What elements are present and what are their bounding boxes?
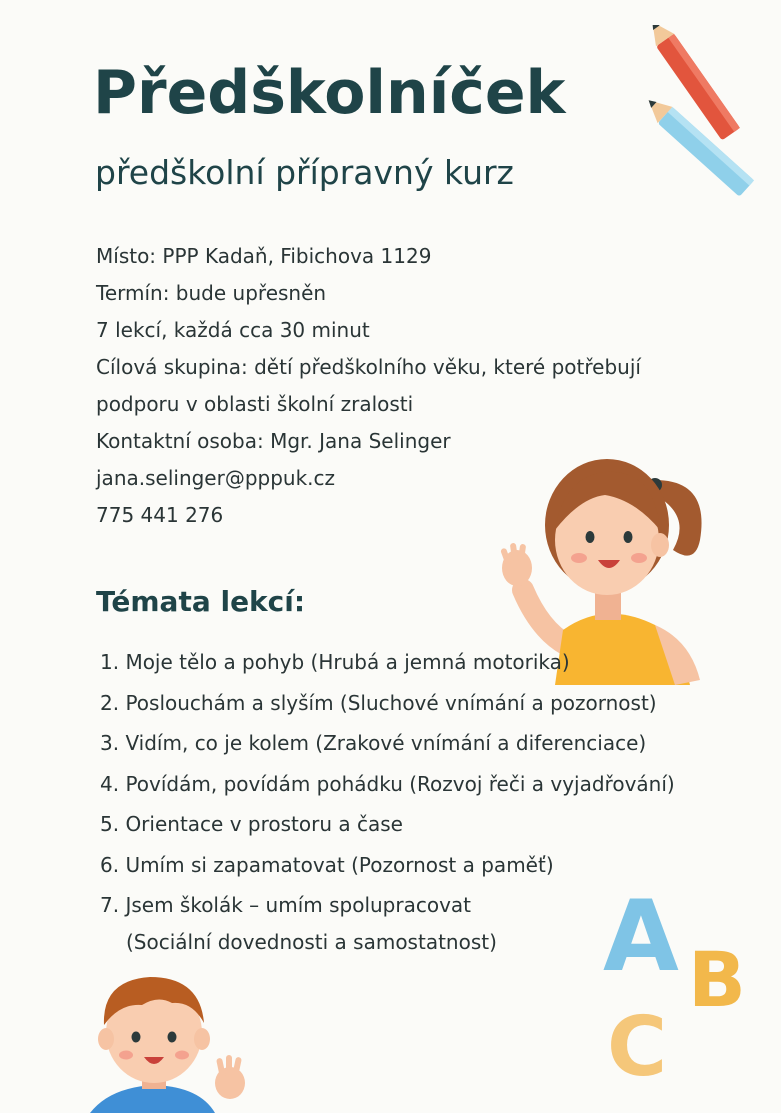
pencils-illustration <box>640 25 770 215</box>
info-phone: 775 441 276 <box>96 503 224 527</box>
topics-heading: Témata lekcí: <box>96 585 306 618</box>
letter-a: A <box>603 880 679 994</box>
info-target-line2: podporu v oblasti školní zralosti <box>96 392 414 416</box>
topic-item-4: 4. Povídám, povídám pohádku (Rozvoj řeči a vyjadřování) <box>100 771 675 796</box>
topic-item-1: 1. Moje tělo a pohyb (Hrubá a jemná motorika) <box>100 650 570 674</box>
page-title: Předškolníček <box>93 58 566 128</box>
info-lessons: 7 lekcí, každá cca 30 minut <box>96 318 370 342</box>
blue-pencil-icon <box>641 92 754 197</box>
topic-item-2: 2. Poslouchám a slyším (Sluchové vnímání a pozornost) <box>100 690 657 715</box>
info-target-line1: Cílová skupina: dětí předškolního věku, které potřebují <box>96 355 641 379</box>
topic-item-6: 6. Umím si zapamatovat (Pozornost a paměť) <box>100 852 554 877</box>
boy-illustration <box>80 965 260 1113</box>
info-contact: Kontaktní osoba: Mgr. Jana Selinger <box>96 429 451 453</box>
topics-list <box>100 642 675 958</box>
page-subtitle: předškolní přípravný kurz <box>95 153 514 192</box>
topic-item-5: 5. Orientace v prostoru a čase <box>100 812 403 836</box>
topic-item-7-continuation: (Sociální dovednosti a samostatnost) <box>126 929 497 954</box>
info-place: Místo: PPP Kadaň, Fibichova 1129 <box>96 244 432 268</box>
info-term: Termín: bude upřesněn <box>96 281 327 305</box>
topic-item-7: 7. Jsem školák – umím spolupracovat <box>100 893 472 917</box>
letter-b: B <box>688 935 746 1024</box>
red-pencil-icon <box>643 25 740 141</box>
topic-item-3: 3. Vidím, co je kolem (Zrakové vnímání a diferenciace) <box>100 731 647 755</box>
letter-c: C <box>607 1000 668 1095</box>
info-email: jana.selinger@pppuk.cz <box>96 466 336 490</box>
